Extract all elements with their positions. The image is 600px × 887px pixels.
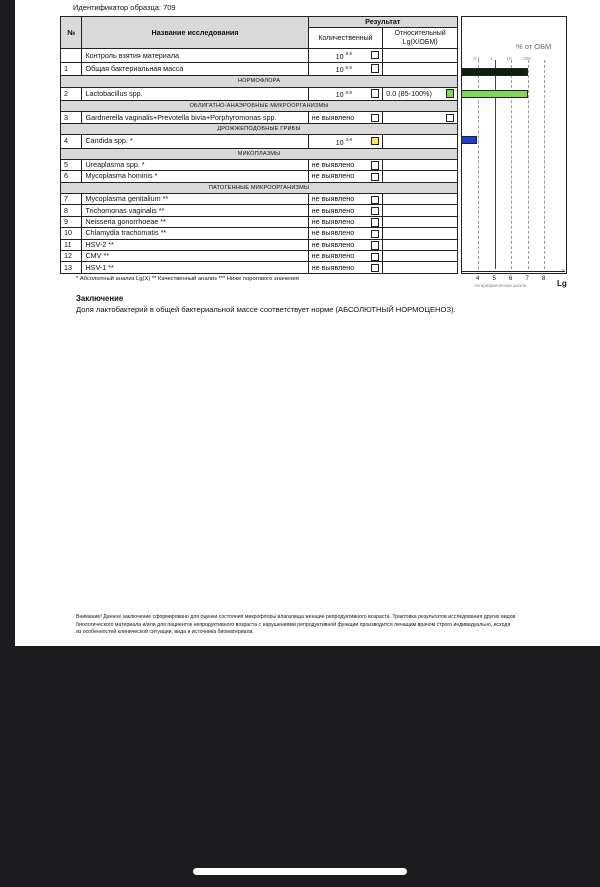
chart-frame <box>461 16 567 274</box>
sample-id: Идентификатор образца: 709 <box>73 3 176 12</box>
row-num: 7 <box>61 194 82 205</box>
table-row <box>61 159 458 170</box>
row-qty <box>308 239 383 250</box>
row-qty <box>308 205 383 216</box>
top-tick-label: 10 <box>506 57 512 62</box>
row-name: Chlamydia trachomatis ** <box>82 228 308 239</box>
row-rel <box>383 87 458 100</box>
row-rel <box>383 216 458 227</box>
row-name: Контроль взятия материала <box>82 49 308 62</box>
top-tick-label: 1 <box>489 57 493 62</box>
col-name-header: Название исследования <box>82 17 308 49</box>
row-qty <box>308 112 383 123</box>
row-name: HSV-1 ** <box>82 262 308 273</box>
row-num: 8 <box>61 205 82 216</box>
row-name: CMV ** <box>82 251 308 262</box>
row-rel <box>383 135 458 148</box>
x-tick-label: 4 <box>476 276 480 282</box>
qty-exponent: 6.9 <box>345 89 352 95</box>
x-tick-label: 8 <box>542 276 546 282</box>
table-row <box>61 216 458 227</box>
qty-checkbox <box>371 173 380 182</box>
row-rel <box>383 112 458 123</box>
axis-label: Lg <box>557 279 567 288</box>
row-qty <box>308 262 383 273</box>
row-qty <box>308 171 383 182</box>
col-rel-header: Относительный Lg(X/ОБМ) <box>383 28 458 49</box>
qty-checkbox <box>371 51 380 60</box>
row-rel <box>383 228 458 239</box>
results-body <box>61 49 458 273</box>
legend: * Абсолютный анализ Lg(X) ** Качественный анализ *** Ниже порогового значения <box>76 276 299 282</box>
qty-exponent: 3.8 <box>345 137 352 143</box>
table-row <box>61 194 458 205</box>
qty-value: не выявлено <box>311 194 355 204</box>
scale-note: логарифмическая шкала <box>474 283 527 288</box>
row-rel <box>383 239 458 250</box>
qty-checkbox <box>371 89 380 98</box>
table-row <box>61 87 458 100</box>
row-name: Gardnerella vaginalis+Prevotella bivia+Porphyromonas spp. <box>82 112 308 123</box>
row-name: Neisseria gonorrhoeae ** <box>82 216 308 227</box>
x-tick-label: 7 <box>525 276 529 282</box>
row-num: 1 <box>61 62 82 75</box>
qty-value: не выявлено <box>311 112 355 122</box>
chart-title: % от ОБМ <box>516 42 552 51</box>
row-num: 11 <box>61 239 82 250</box>
row-name: Общая бактериальная масса <box>82 62 308 75</box>
group-label: ДРОЖЖЕПОДОБНЫЕ ГРИБЫ <box>61 123 458 134</box>
rel-checkbox <box>446 89 455 98</box>
qty-value: не выявлено <box>311 251 355 261</box>
row-num: 12 <box>61 251 82 262</box>
top-tick-label: 100 <box>522 57 531 62</box>
group-label: ОБЛИГАТНО-АНАЭРОБНЫЕ МИКРООРГАНИЗМЫ <box>61 100 458 111</box>
qty-value: 10 <box>335 51 344 61</box>
qty-checkbox <box>371 241 380 250</box>
group-row <box>61 100 458 111</box>
row-num: 10 <box>61 228 82 239</box>
group-row <box>61 148 458 159</box>
row-num: 3 <box>61 112 82 123</box>
rel-checkbox <box>446 114 455 123</box>
table-row <box>61 171 458 182</box>
warning-note: Внимание! Данное заключение сформировано для оценки состояния микрофлоры влагалища женщин репродуктивного возраста. Трактовка результатов исследования других видов биологического материала и/или для пациенток непродуктивного возраста с нарушениями репродуктивной функции производится лечащим врачом строго индивидуально, исходя из особенностей клинической ситуации, вида и источника биоматериала. <box>76 614 516 636</box>
row-qty <box>308 216 383 227</box>
group-row <box>61 182 458 193</box>
qty-value: не выявлено <box>311 228 355 238</box>
row-qty <box>308 87 383 100</box>
row-qty <box>308 62 383 75</box>
qty-checkbox <box>371 207 380 216</box>
row-qty <box>308 49 383 62</box>
x-tick-label: 5 <box>492 276 496 282</box>
row-qty <box>308 228 383 239</box>
row-rel <box>383 205 458 216</box>
qty-checkbox <box>371 161 380 170</box>
row-name: HSV-2 ** <box>82 239 308 250</box>
group-label: НОРМОФЛОРА <box>61 76 458 87</box>
chart-bar <box>461 90 528 98</box>
row-rel <box>383 194 458 205</box>
group-row <box>61 76 458 87</box>
chart-x-axis <box>461 271 565 272</box>
row-num: 5 <box>61 159 82 170</box>
qty-checkbox <box>371 230 380 239</box>
home-indicator[interactable] <box>193 868 407 875</box>
qty-exponent: 6.9 <box>345 64 352 70</box>
results-table <box>60 16 458 274</box>
table-row <box>61 135 458 148</box>
table-row <box>61 251 458 262</box>
row-name: Ureaplasma spp. * <box>82 159 308 170</box>
row-num: 4 <box>61 135 82 148</box>
qty-checkbox <box>371 137 380 146</box>
qty-value: не выявлено <box>311 171 355 181</box>
col-result-header: Результат <box>308 17 457 28</box>
table-row <box>61 262 458 273</box>
qty-value: 10 <box>335 89 344 99</box>
grid-line <box>544 60 545 269</box>
table-row <box>61 49 458 62</box>
qty-checkbox <box>371 114 380 123</box>
row-rel <box>383 49 458 62</box>
row-num: 6 <box>61 171 82 182</box>
group-row <box>61 123 458 134</box>
row-num: 2 <box>61 87 82 100</box>
x-tick-label: 6 <box>509 276 513 282</box>
table-row <box>61 62 458 75</box>
qty-checkbox <box>371 253 380 262</box>
row-num: 9 <box>61 216 82 227</box>
qty-value: не выявлено <box>311 239 355 249</box>
qty-value: 10 <box>335 137 344 147</box>
row-num: 13 <box>61 262 82 273</box>
qty-checkbox <box>371 218 380 227</box>
row-qty <box>308 251 383 262</box>
qty-checkbox <box>371 196 380 205</box>
top-tick-label: 0.1 <box>473 57 481 62</box>
table-row <box>61 112 458 123</box>
table-row <box>61 228 458 239</box>
row-qty <box>308 194 383 205</box>
group-label: МИКОПЛАЗМЫ <box>61 148 458 159</box>
row-name: Mycoplasma hominis * <box>82 171 308 182</box>
row-rel <box>383 171 458 182</box>
qty-checkbox <box>371 64 380 73</box>
row-rel <box>383 159 458 170</box>
conclusion-title: Заключение <box>76 294 124 303</box>
row-rel <box>383 251 458 262</box>
row-qty <box>308 135 383 148</box>
qty-value: не выявлено <box>311 262 355 272</box>
row-rel <box>383 62 458 75</box>
row-rel <box>383 262 458 273</box>
qty-checkbox <box>371 264 380 273</box>
row-num <box>61 49 82 62</box>
row-name: Trichomonas vaginalis ** <box>82 205 308 216</box>
col-num-header: № <box>61 17 82 49</box>
group-label: ПАТОГЕННЫЕ МИКРООРГАНИЗМЫ <box>61 182 458 193</box>
qty-value: не выявлено <box>311 205 355 215</box>
chart-bar <box>461 136 477 144</box>
qty-value: не выявлено <box>311 160 355 170</box>
qty-exponent: 5.9 <box>345 51 352 57</box>
row-name: Lactobacillus spp. <box>82 87 308 100</box>
qty-value: 10 <box>335 65 344 75</box>
col-qty-header: Количественный <box>308 28 383 49</box>
conclusion-text: Доля лактобактерий в общей бактериальной массе соответствует норме (АБСОЛЮТНЫЙ НОРМОЦЕНОЗ). <box>76 305 456 314</box>
rel-value: 0.0 (85-100%) <box>386 88 432 98</box>
chart-bar <box>461 68 528 76</box>
axis-arrow-icon: › <box>562 268 564 274</box>
table-row <box>61 205 458 216</box>
row-name: Mycoplasma genitalium ** <box>82 194 308 205</box>
qty-value: не выявлено <box>311 217 355 227</box>
table-row <box>61 239 458 250</box>
row-name: Candida spp. * <box>82 135 308 148</box>
row-qty <box>308 159 383 170</box>
